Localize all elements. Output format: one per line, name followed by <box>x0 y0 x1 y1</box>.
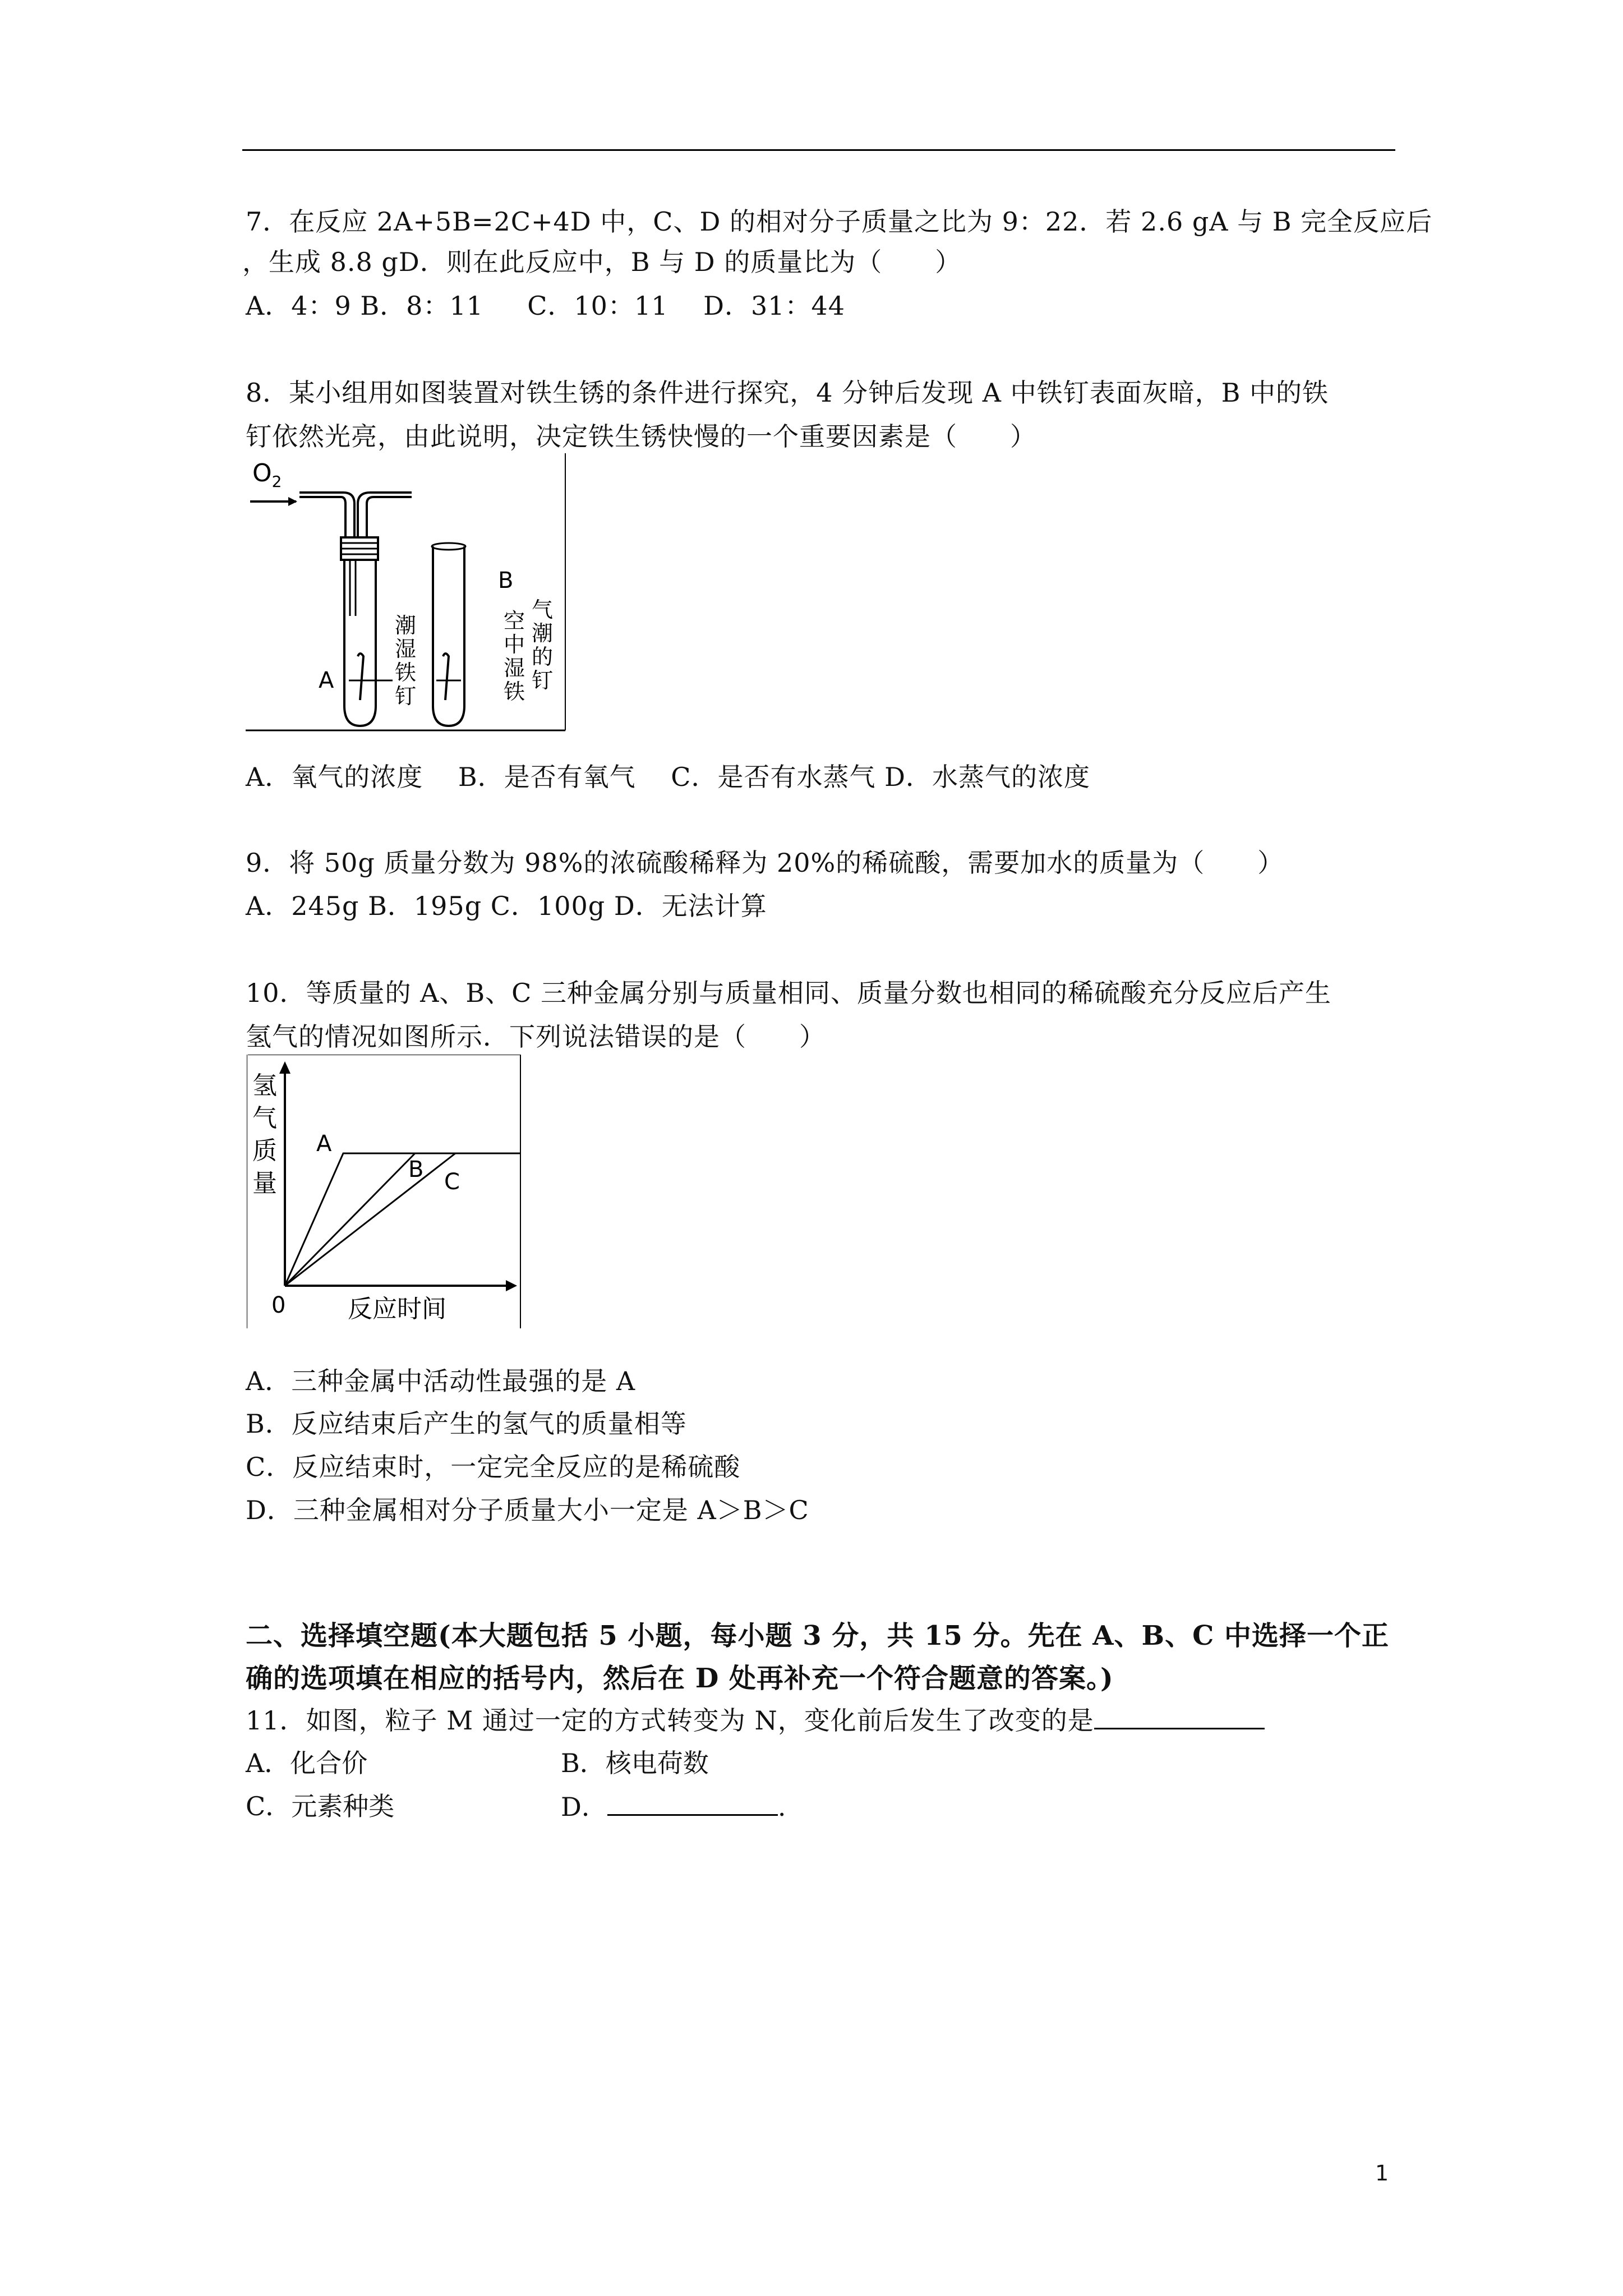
test-tube-b <box>433 546 464 726</box>
q11-option-d-period: . <box>777 1792 786 1822</box>
x-axis-arrow-icon <box>506 1280 517 1291</box>
q10-option-a: A．三种金属中活动性最强的是 A <box>246 1366 636 1396</box>
q11-option-c: C．元素种类 <box>246 1791 395 1821</box>
y-axis-arrow-icon <box>279 1061 291 1074</box>
q8-line2: 钉依然光亮，由此说明，决定铁生锈快慢的一个重要因素是（ ） <box>246 421 1036 452</box>
q11-option-d-blank[interactable] <box>607 1789 778 1816</box>
q10-option-c: C．反应结束时，一定完全反应的是稀硫酸 <box>246 1452 741 1482</box>
section2-heading-line2: 确的选项填在相应的括号内，然后在 D 处再补充一个符合题意的答案。) <box>246 1663 1114 1694</box>
q7-options: A．4：9 B．8：11 C．10：11 D．31：44 <box>246 291 846 321</box>
curve-b <box>285 1153 415 1286</box>
section2-heading-line1: 二、选择填空题(本大题包括 5 小题，每小题 3 分，共 15 分。先在 A、B、C 中选择一个正 <box>246 1620 1390 1651</box>
tube-b-col1-1: 空 <box>504 609 525 633</box>
x-axis-label: 反应时间 <box>348 1295 446 1323</box>
gas-label: $O_2$ <box>252 459 282 491</box>
tube-a-text-1: 潮 <box>395 613 417 638</box>
hydrogen-mass-chart <box>247 1055 522 1329</box>
q10-line1: 10．等质量的 A、B、C 三种金属分别与质量相同、质量分数也相同的稀硫酸充分反应后产生 <box>246 978 1331 1008</box>
q11-line1 <box>246 1703 1265 1737</box>
page-number: 1 <box>1375 2161 1389 2185</box>
origin-label: 0 <box>271 1292 286 1318</box>
q11-line1-text: 11．如图，粒子 M 通过一定的方式转变为 N，变化前后发生了改变的是 <box>246 1705 1094 1736</box>
q10-option-b: B．反应结束后产生的氢气的质量相等 <box>246 1409 687 1439</box>
q7-line1: 7．在反应 2A+5B=2C+4D 中，C、D 的相对分子质量之比为 9：22．若 2.6 gA 与 B 完全反应后 <box>246 206 1433 237</box>
q9-line1: 9．将 50g 质量分数为 98%的浓硫酸稀释为 20%的稀硫酸，需要加水的质量为（ ） <box>246 848 1284 878</box>
q8-line1: 8．某小组用如图装置对铁生锈的条件进行探究，4 分钟后发现 A 中铁钉表面灰暗，B 中的铁 <box>246 378 1329 408</box>
tube-a-label: A <box>319 668 334 693</box>
q10-line2: 氢气的情况如图所示．下列说法错误的是（ ） <box>246 1022 826 1052</box>
test-tube-a <box>344 560 376 726</box>
curve-a-label: A <box>316 1131 332 1157</box>
tube-a-text-2: 湿 <box>395 637 417 661</box>
q11-option-d-label: D． <box>561 1792 607 1822</box>
q8-options: A．氧气的浓度 B．是否有氧气 C．是否有水蒸气 D．水蒸气的浓度 <box>246 762 1090 792</box>
tube-b-col2-4: 钉 <box>532 668 554 693</box>
q11-option-b: B．核电荷数 <box>561 1748 709 1778</box>
y-label-1: 氢 <box>252 1071 277 1100</box>
q11-option-a: A．化合价 <box>246 1748 368 1778</box>
curve-a <box>285 1153 520 1286</box>
nail-a-icon <box>358 654 363 700</box>
curve-b-label: B <box>408 1157 424 1182</box>
y-label-3: 质 <box>252 1137 277 1165</box>
y-label-4: 量 <box>252 1169 277 1198</box>
rust-experiment-figure <box>246 453 566 731</box>
tube-b-col2-3: 的 <box>532 645 554 669</box>
y-label-2: 气 <box>252 1104 277 1133</box>
tube-b-label: B <box>498 568 514 593</box>
q11-answer-blank[interactable] <box>1094 1703 1265 1729</box>
tube-a-text-4: 钉 <box>395 684 417 708</box>
q11-option-d <box>561 1789 786 1824</box>
tube-b-col2-2: 潮 <box>532 621 554 646</box>
tube-b-col1-4: 铁 <box>504 679 525 704</box>
header-rule <box>242 149 1395 151</box>
curve-c-label: C <box>444 1169 460 1195</box>
curve-c <box>285 1153 455 1286</box>
tube-a-text-3: 铁 <box>395 660 417 685</box>
arrow-head-icon <box>288 497 297 506</box>
tube-b-col1-2: 中 <box>504 632 525 657</box>
tube-b-col1-3: 湿 <box>504 656 525 680</box>
nail-b-icon <box>443 654 449 700</box>
q7-line2: ，生成 8.8 gD．则在此反应中，B 与 D 的质量比为（ ） <box>242 247 962 277</box>
q9-options: A．245g B．195g C．100g D．无法计算 <box>246 891 767 921</box>
tube-b-col2-1: 气 <box>532 597 554 622</box>
q10-option-d: D．三种金属相对分子质量大小一定是 A＞B＞C <box>246 1495 809 1525</box>
